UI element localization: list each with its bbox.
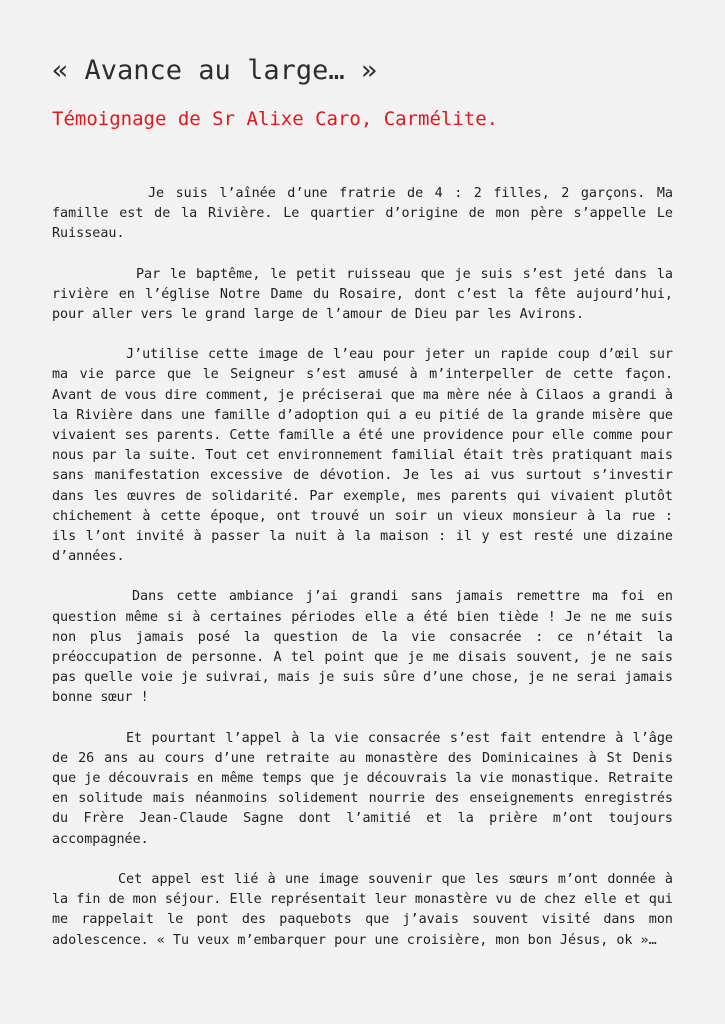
paragraph-4: Dans cette ambiance j’ai grandi sans jamais remettre ma foi en question même si à certaines périodes elle a été bien tiède ! Je ne me suis non plus jamais posé la question de la vie consacrée : ce n’était la préoccupation de personne. A tel point que je me disais souvent, je ne sais pas quelle voie je suivrai, mais je suis sûre d’une chose, je ne serai jamais bonne sœur ! [52,589,673,706]
paragraph-3: J’utilise cette image de l’eau pour jeter un rapide coup d’œil sur ma vie parce que le Seigneur s’est amusé à m’interpeller de cette façon. Avant de vous dire comment, je préciserai que ma mère née à Cilaos a grandi à la Rivière dans une famille d’adoption qui a eu pitié de la grande misère que vivaient ses parents. Cette famille a été une providence pour elle comme pour nous par la suite. Tout cet environnement familial était très pratiquant mais sans manifestation excessive de dévotion. Je les ai vus surtout s’investir dans les œuvres de solidarité. Par exemple, mes parents qui vivaient plutôt chichement à cette époque, ont trouvé un soir un vieux monsieur à la rue : ils l’ont invité à passer la nuit à la maison : il y est resté une dizaine d’années. [52,347,673,565]
paragraph-6: Cet appel est lié à une image souvenir que les sœurs m’ont donnée à la fin de mon séjour. Elle représentait leur monastère vu de chez elle et qui me rappelait le pont des paquebots que j’avais souvent visité dans mon adolescence. « Tu veux m’embarquer pour une croisière, mon bon Jésus, ok »… [52,871,673,948]
article-body [52,184,673,971]
paragraph-1: Je suis l’aînée d’une fratrie de 4 : 2 filles, 2 garçons. Ma famille est de la Rivière. Le quartier d’origine de mon père s’appelle Le Ruisseau. [52,186,673,242]
page-subtitle: Témoignage de Sr Alixe Caro, Carmélite. [52,108,499,130]
page-title: « Avance au large… » [52,55,378,86]
paragraph-2: Par le baptême, le petit ruisseau que je suis s’est jeté dans la rivière en l’église Notre Dame du Rosaire, dont c’est la fête aujourd’hui, pour aller vers le grand large de l’amour de Dieu par les Avirons. [52,266,673,323]
paragraph-5: Et pourtant l’appel à la vie consacrée s’est fait entendre à l’âge de 26 ans au cours d’une retraite au monastère des Dominicaines à St Denis que je découvrais en même temps que je découvrais la vie monastique. Retraite en solitude mais néanmoins solidement nourrie des enseignements enregistrés du Frère Jean-Claude Sagne dont l’amitié et la prière m’ont toujours accompagnée. [52,730,673,847]
